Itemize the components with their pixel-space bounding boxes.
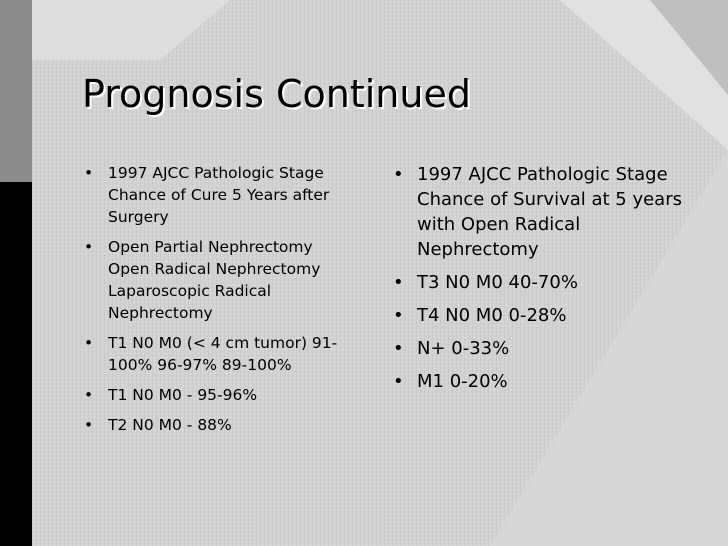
- right-bullet-item: • M1 0-20%: [392, 369, 682, 394]
- left-bullet-item: • T1 N0 M0 - 95-96%: [84, 384, 352, 406]
- slide-title: Prognosis Continued: [82, 72, 471, 116]
- right-bullet-item: • N+ 0-33%: [392, 336, 682, 361]
- right-bullet-item: • 1997 AJCC Pathologic Stage Chance of Survival at 5 years with Open Radical Nephrectomy: [392, 162, 682, 262]
- left-bullet-item: • T2 N0 M0 - 88%: [84, 414, 352, 436]
- top-light-wedge: [0, 0, 230, 60]
- left-bullet-list: [84, 162, 352, 444]
- left-bullet-item: • 1997 AJCC Pathologic Stage Chance of Cure 5 Years after Surgery: [84, 162, 352, 228]
- dark-left-band: [0, 182, 32, 546]
- left-bullet-item: • T1 N0 M0 (< 4 cm tumor) 91-100% 96-97% 89-100%: [84, 332, 352, 376]
- right-bullet-list: [392, 162, 682, 402]
- left-bullet-item: • Open Partial Nephrectomy Open Radical Nephrectomy Laparoscopic Radical Nephrectomy: [84, 236, 352, 324]
- right-bullet-item: • T4 N0 M0 0-28%: [392, 303, 682, 328]
- right-bullet-item: • T3 N0 M0 40-70%: [392, 270, 682, 295]
